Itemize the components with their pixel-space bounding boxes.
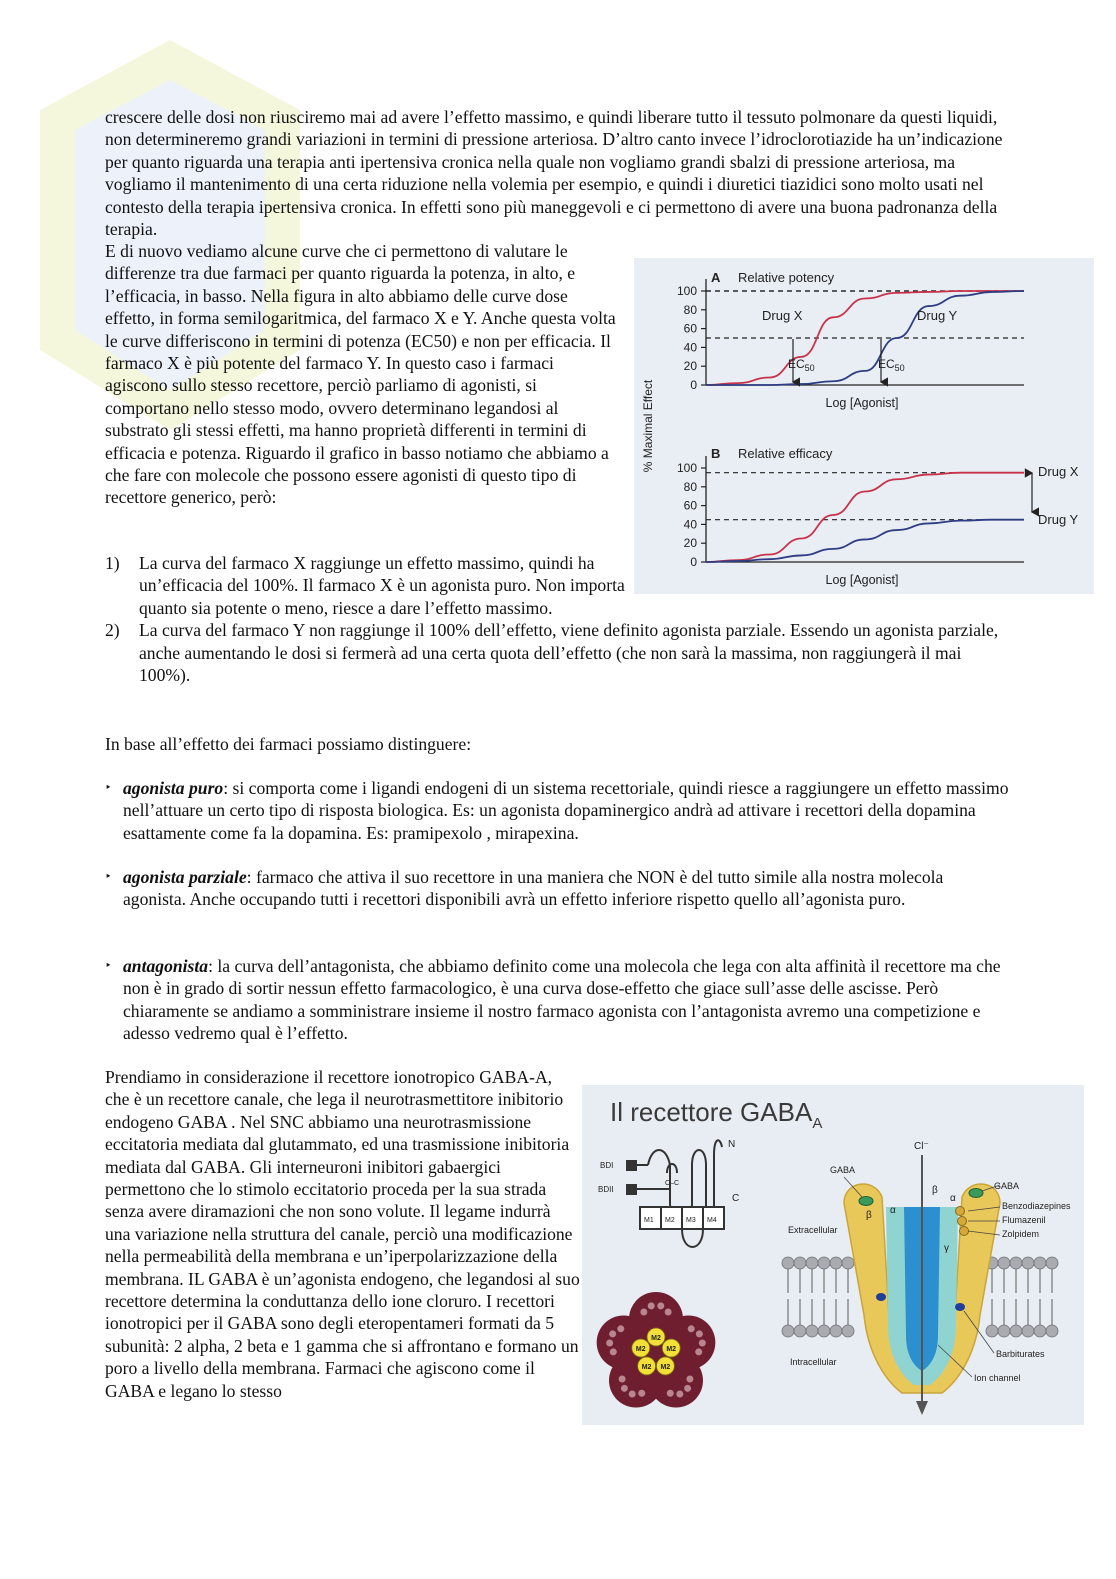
panel-b-x-label: Log [Agonist] bbox=[825, 573, 899, 587]
panel-a-x-label: Log [Agonist] bbox=[825, 396, 899, 410]
disulfide-label: C–C bbox=[665, 1180, 680, 1187]
item-text: La curva del farmaco X raggiunge un effetto massimo, quindi ha un’efficacia del 100%. Il farmaco X è un agonista puro. Non importa quanto sia potente o meno, riesce a dare l’effetto massimo. bbox=[139, 553, 625, 618]
m2-segment-label: M2 bbox=[651, 1335, 661, 1342]
bullet-text: : si comporta come i ligandi endogeni di un sistema recettoriale, quindi riesce a raggiungere un effetto massimo nell’attuare un certo tipo di risposta biologica. Es: un agonista dopaminergico andrà ad attivare i recettori della dopamina esattamente come fa la dopamina. Es: pramipexolo , mirapexina. bbox=[123, 778, 1009, 843]
y-tick-label: 40 bbox=[683, 517, 697, 532]
bdi-label: BDI bbox=[600, 1161, 614, 1170]
bullet-marker: ‣ bbox=[105, 871, 112, 883]
distinguish-paragraph bbox=[105, 733, 1010, 755]
panel-a-drug-x-label: Drug X bbox=[762, 308, 803, 323]
bullet-agonista-parziale bbox=[105, 866, 1010, 911]
panel-a-title: Relative potency bbox=[738, 270, 835, 285]
y-tick-label: 80 bbox=[683, 479, 697, 494]
n-terminus-label: N bbox=[728, 1139, 736, 1150]
gaba-receptor-figure bbox=[582, 1085, 1084, 1425]
y-tick-label: 100 bbox=[676, 461, 697, 475]
benzodiazepines-label: Benzodiazepines bbox=[1002, 1201, 1071, 1211]
subunit-topology-diagram bbox=[627, 1140, 724, 1247]
extracellular-label: Extracellular bbox=[788, 1225, 838, 1235]
m2-segment-label: M2 bbox=[666, 1346, 677, 1354]
panel-b-letter: B bbox=[711, 446, 721, 461]
y-tick-label: 0 bbox=[690, 378, 697, 392]
ion-channel-label: Ion channel bbox=[974, 1373, 1021, 1383]
item-number: 1) bbox=[105, 553, 120, 573]
curves-text: E di nuovo vediamo alcune curve che ci permettono di valutare le differenze tra due farmaci per quanto riguarda la potenza, in alto, e l’efficacia, in basso. Nella figura in alto abbiamo delle curve dose effetto, in forma semilogaritmica, del farmaco X e Y. Anche questa volta le curve differiscono in termini di potenza (EC50) e non per efficacia. Il farmaco X è più potente del farmaco Y. In questo caso i farmaci agiscono sullo stesso recettore, perciò parliamo di agonisti, si comportano nello stesso modo, ovvero determinano legandosi al substrato gli stessi effetti, ma hanno proprietà differenti in termini di efficacia e potenza. Riguardo il grafico in basso notiamo che abbiamo a che fare con molecole che possono essere agonisti di questo tipo di recettore generico, però: bbox=[105, 241, 616, 508]
beta-subunit-label: β bbox=[866, 1210, 872, 1221]
gaba-figure-title: Il recettore $GABA_A$ bbox=[610, 1097, 823, 1132]
y-tick-label: 40 bbox=[683, 340, 697, 355]
gaba-text: Prendiamo in considerazione il recettore ionotropico GABA-A, che è un recettore canale, che lega il neurotrasmettitore inibitorio endogeno GABA . Nel SNC abbiamo una neurotrasmissione eccitatoria mediata dal glutammato, ed una trasmissione inibitoria mediata dal GABA. Gli interneuroni inibitori gabaergici permettono che lo stimolo eccitatorio proceda per la sua strada senza avere diramazioni che non sono volute. Il legame indurrà una variazione nella struttura del canale, perciò una modificazione nella permeabilità della membrana e un’iperpolarizzazione della membrana. IL GABA è un’agonista endogeno, che legandosi al suo recettore determina la conduttanza dello ione cloruro. I recettori ionotropici per il GABA sono degli eteropentameri formati da 5 subunità: 2 alpha, 2 beta e 1 gamma che si affrontano e formano un poro a livello della membrana. Farmaci che agiscono come il GABA e legano lo stesso bbox=[105, 1067, 580, 1401]
alpha-subunit-label: α bbox=[890, 1205, 896, 1216]
intro-paragraph bbox=[105, 106, 1010, 240]
bdii-label: BDII bbox=[598, 1185, 614, 1194]
bullet-text: : farmaco che attiva il suo recettore in una maniera che NON è del tutto simile alla nostra molecola agonista. Anche occupando tutti i recettori disponibili avrà un effetto inferiore rispetto quello all’agonista puro. bbox=[123, 867, 944, 910]
panel-b-lines bbox=[706, 473, 1024, 562]
intro-text: crescere delle dosi non riusciremo mai ad avere l’effetto massimo, e quindi liberare tutto il tessuto polmonare da questi liquidi, non determineremo grandi variazioni in termini di pressione arteriosa. D’altro canto invece l’idroclorotiazide ha un’indicazione per quanto riguarda una terapia anti ipertensiva cronica nella quale non vogliamo grandi sbalzi di pressione arteriosa, ma vogliamo il mantenimento di una certa riduzione nella volemia per esempio, e quindi i diuretici tiazidici sono molto usati nel contesto della terapia ipertensiva cronica. In effetti sono più maneggevoli e ci permettono di avere una buona padronanza della terapia. bbox=[105, 107, 1003, 240]
barbiturates-label: Barbiturates bbox=[996, 1349, 1045, 1359]
numbered-item-1 bbox=[105, 552, 629, 619]
bullet-marker: ‣ bbox=[105, 960, 112, 972]
bullet-antagonista bbox=[105, 955, 1010, 1045]
panel-b-title: Relative efficacy bbox=[738, 446, 833, 461]
m1-label: M1 bbox=[644, 1217, 654, 1224]
y-tick-label: 0 bbox=[690, 555, 697, 569]
gamma-subunit-label: γ bbox=[944, 1243, 949, 1254]
m3-label: M3 bbox=[686, 1217, 696, 1224]
gaba-left-label: GABA bbox=[830, 1165, 856, 1175]
chloride-ion-label: Cl⁻ bbox=[914, 1141, 929, 1152]
gaba-paragraph bbox=[105, 1066, 580, 1402]
series-line-drug-y bbox=[706, 520, 1024, 562]
y-axis-label: % Maximal Effect bbox=[641, 379, 655, 473]
m2-segment-label: M2 bbox=[641, 1363, 652, 1371]
series-line-drug-x bbox=[706, 473, 1024, 562]
panel-a-ec50-x: $EC_{50}$ bbox=[788, 357, 815, 373]
intracellular-label: Intracellular bbox=[790, 1357, 837, 1367]
pentamer-flower bbox=[597, 1292, 716, 1408]
item-text: La curva del farmaco Y non raggiunge il 100% dell’effetto, viene definito agonista parziale. Essendo un agonista parziale, anche aumentando le dosi si fermerà ad una certa quota dell’effetto (che non sarà la massima, non raggiungerà il mai 100%). bbox=[139, 620, 999, 686]
bullet-term: agonista parziale bbox=[123, 867, 247, 887]
zolpidem-label: Zolpidem bbox=[1002, 1229, 1040, 1239]
bullet-marker: ‣ bbox=[105, 782, 112, 794]
curves-paragraph bbox=[105, 240, 620, 509]
alpha-subunit-label-2: α bbox=[950, 1193, 956, 1204]
flumazenil-label: Flumazenil bbox=[1002, 1215, 1046, 1225]
y-tick-label: 20 bbox=[683, 359, 697, 374]
distinguish-text: In base all’effetto dei farmaci possiamo distinguere: bbox=[105, 734, 472, 754]
dose-response-figure bbox=[634, 258, 1094, 594]
gaba-right-label: GABA bbox=[994, 1181, 1020, 1191]
panel-b-drug-y-label: Drug Y bbox=[1038, 512, 1079, 527]
y-tick-label: 80 bbox=[683, 302, 697, 317]
dose-response-svg bbox=[634, 258, 1094, 594]
panel-a-ec50-y: $EC_{50}$ bbox=[878, 357, 905, 373]
bullet-term: agonista puro bbox=[123, 778, 224, 798]
bullet-text: : la curva dell’antagonista, che abbiamo definito come una molecola che lega con alta affinità il recettore ma che non è in grado di sortir nessun effetto farmacologico, è una curva dose-effetto che giace sull’asse delle ascisse. Però chiaramente se andiamo a somministrare insieme il nostro farmaco agonista con l’antagonista avremo una competizione e adesso vedremo qual è l’effetto. bbox=[123, 956, 1001, 1044]
panel-b bbox=[677, 446, 1079, 587]
c-terminus-label: C bbox=[732, 1193, 740, 1204]
m4-label: M4 bbox=[707, 1217, 717, 1224]
item-number: 2) bbox=[105, 620, 120, 641]
m2-segment-label: M2 bbox=[660, 1363, 671, 1371]
m2-label: M2 bbox=[665, 1217, 675, 1224]
numbered-item-2 bbox=[105, 619, 1010, 686]
panel-a bbox=[677, 270, 1024, 410]
y-tick-label: 60 bbox=[683, 321, 697, 336]
bullet-term: antagonista bbox=[123, 956, 209, 976]
panel-a-drug-y-label: Drug Y bbox=[917, 308, 958, 323]
y-tick-label: 100 bbox=[676, 284, 697, 298]
y-tick-label: 60 bbox=[683, 498, 697, 513]
panel-b-drug-x-label: Drug X bbox=[1038, 464, 1079, 479]
beta-subunit-label-2: β bbox=[932, 1185, 938, 1196]
gaba-receptor-svg bbox=[582, 1085, 1084, 1425]
m2-segment-label: M2 bbox=[635, 1346, 646, 1354]
bullet-agonista-puro bbox=[105, 777, 1010, 844]
panel-a-letter: A bbox=[711, 270, 721, 285]
y-tick-label: 20 bbox=[683, 536, 697, 551]
